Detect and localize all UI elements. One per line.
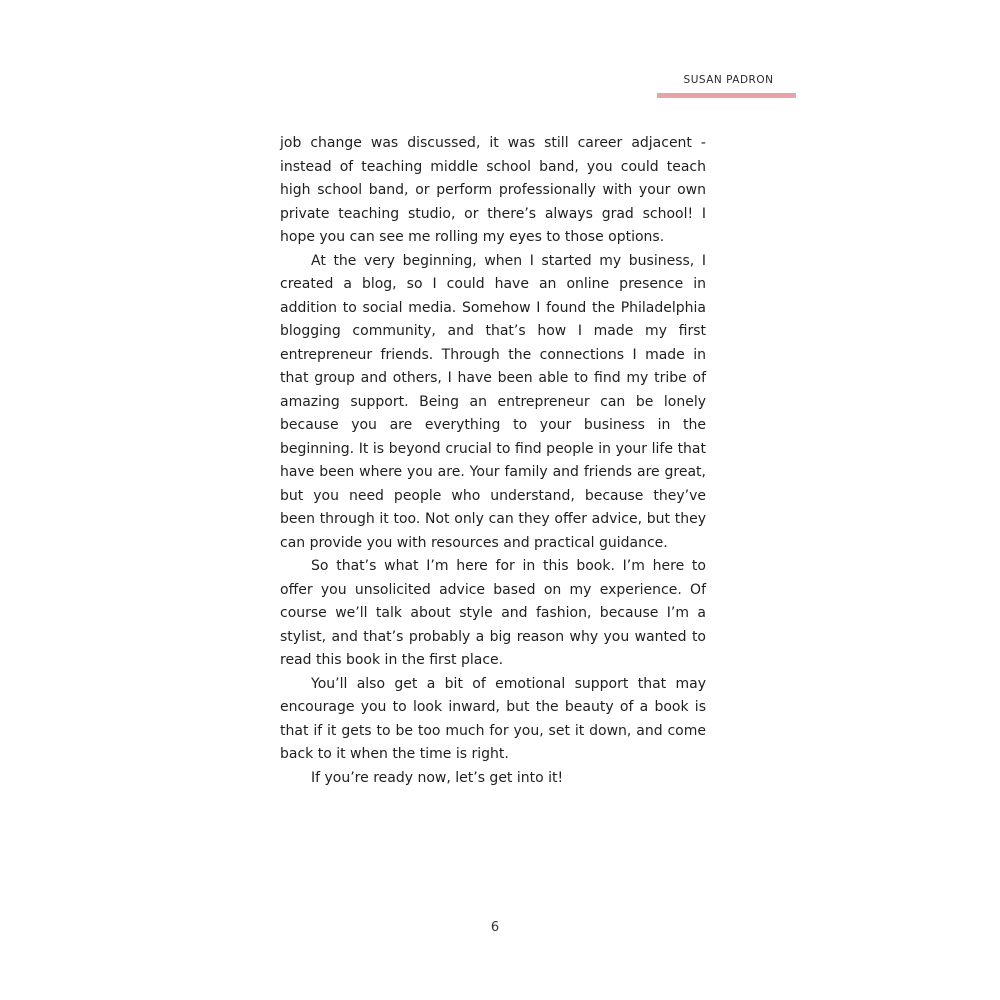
author-name: SUSAN PADRON — [683, 74, 774, 86]
running-header — [657, 73, 796, 98]
paragraph: So that’s what I’m here for in this book. I’m here to offer you unsolicited advice based on my experience. Of course we’ll talk about style and fashion, because I’m a stylist, and that’s probably a big reason why you wanted to read this book in the first place. — [280, 558, 706, 668]
paragraph-continued: job change was discussed, it was still career adjacent - instead of teaching middle school band, you could teach high school band, or perform professionally with your own private teaching studio, or there’s always grad school! I hope you can see me rolling my eyes to those options. — [280, 135, 706, 245]
paragraph: You’ll also get a bit of emotional support that may encourage you to look inward, but the beauty of a book is that if it gets to be too much for you, set it down, and come back to it when the time is right. — [280, 675, 706, 762]
paragraph: If you’re ready now, let’s get into it! — [311, 769, 564, 786]
header-accent-rule — [657, 93, 796, 98]
paragraph: At the very beginning, when I started my business, I created a blog, so I could have an online presence in addition to social media. Somehow I found the Philadelphia blogging community, and that’s how I made my first entrepreneur friends. Through the connections I made in that group and others, I have been able to find my tribe of amazing support. Being an entrepreneur can be lonely because you are everything to your business in the beginning. It is beyond crucial to find people in your life that have been where you are. Your family and friends are great, but you need people who understand, because they’ve been through it too. Not only can they offer advice, but they can provide you with resources and practical guidance. — [280, 252, 706, 551]
body-text — [280, 132, 706, 790]
page-number: 6 — [490, 920, 500, 935]
